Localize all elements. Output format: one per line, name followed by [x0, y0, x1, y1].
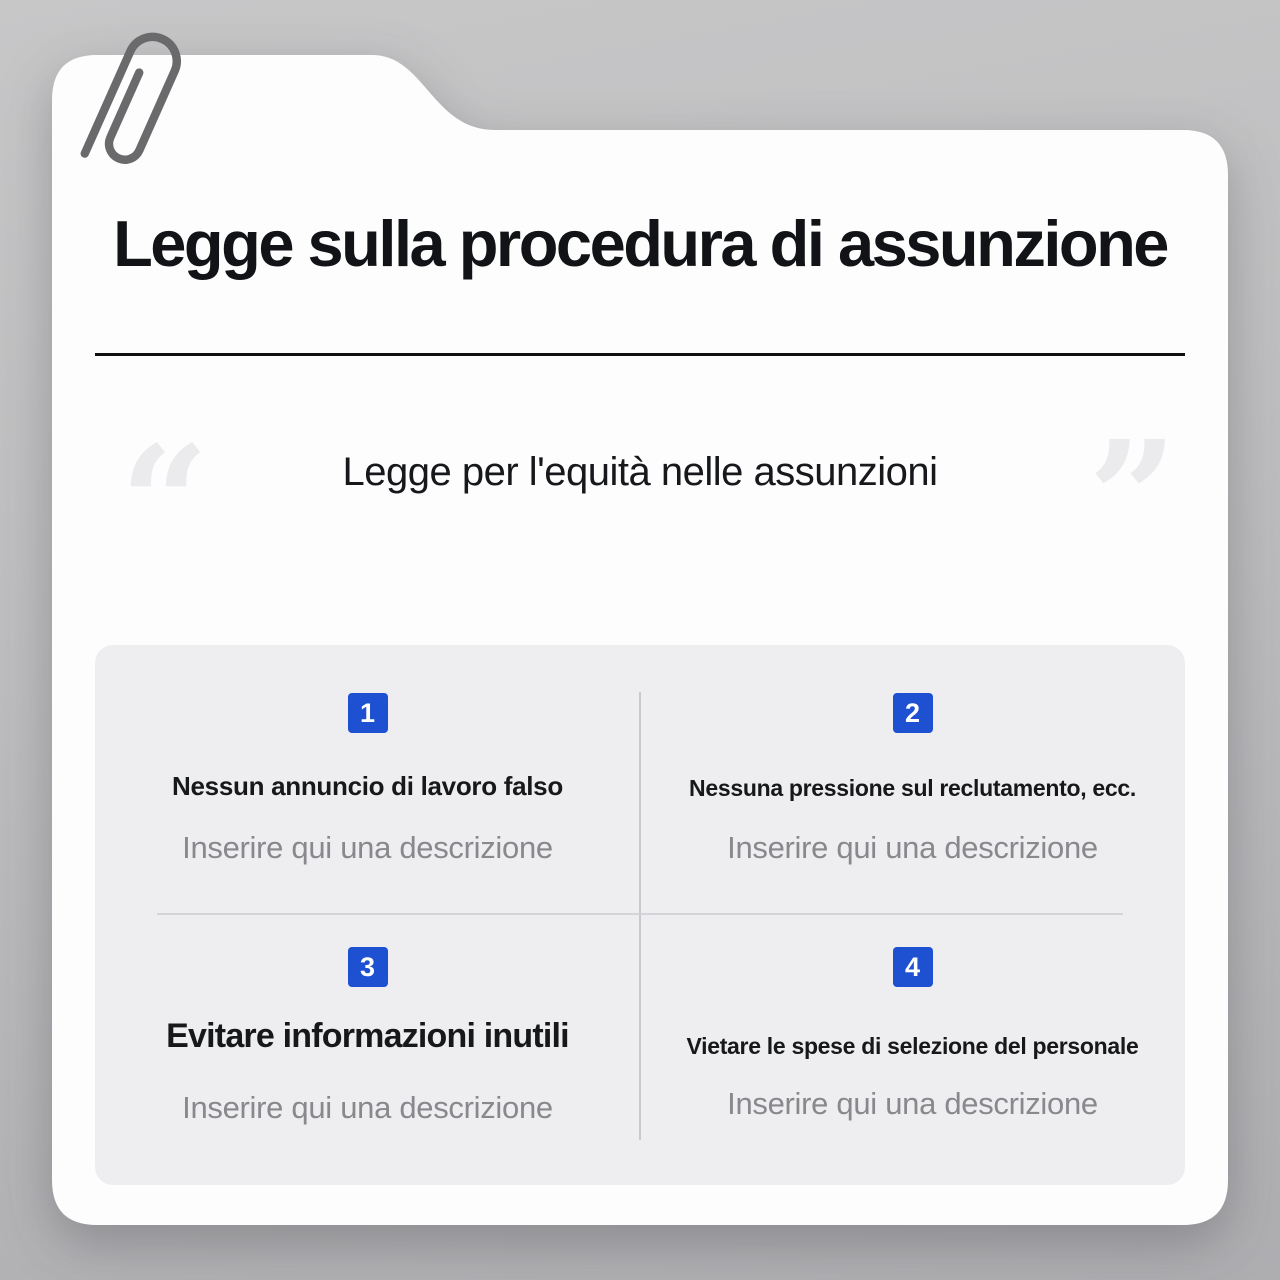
item-description-placeholder: Inserire qui una descrizione: [182, 1090, 553, 1125]
item-description-placeholder: Inserire qui una descrizione: [182, 830, 553, 865]
item-title: Evitare informazioni inutili: [166, 1017, 569, 1055]
item-title: Nessun annuncio di lavoro falso: [172, 771, 563, 801]
items-panel: [95, 645, 1185, 1185]
list-item: [95, 915, 640, 1185]
quote-close-icon: ”: [1088, 406, 1178, 589]
item-title: Nessuna pressione sul reclutamento, ecc.: [689, 775, 1136, 801]
number-badge: 1: [348, 693, 388, 733]
item-description-placeholder: Inserire qui una descrizione: [727, 1086, 1098, 1121]
list-item: [95, 645, 640, 915]
item-title: Vietare le spese di selezione del personale: [686, 1033, 1139, 1059]
number-badge: 3: [348, 947, 388, 987]
quote-text: Legge per l'equità nelle assunzioni: [342, 450, 938, 494]
item-description-placeholder: Inserire qui una descrizione: [727, 830, 1098, 865]
title-divider: [95, 353, 1185, 356]
list-item: [640, 645, 1185, 915]
page-title: Legge sulla procedura di assunzione: [113, 207, 1167, 280]
quote-open-icon: “: [120, 411, 210, 594]
number-badge: 2: [893, 693, 933, 733]
list-item: [640, 915, 1185, 1185]
number-badge: 4: [893, 947, 933, 987]
